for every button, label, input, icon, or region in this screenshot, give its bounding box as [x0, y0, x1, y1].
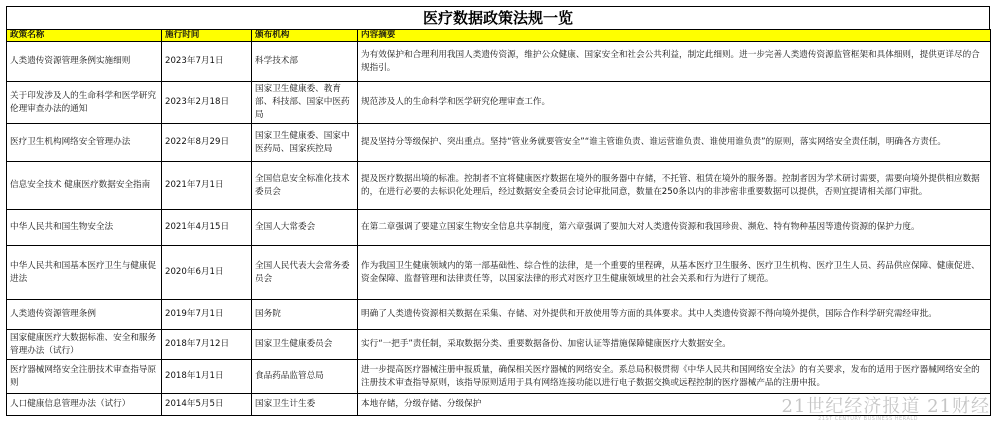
- table-row: [7, 330, 991, 360]
- cell-date: 2021年4月15日: [162, 210, 252, 246]
- cell-org: 全国信息安全标准化技术委员会: [252, 162, 358, 210]
- table-row: [7, 42, 991, 82]
- cell-policy-name: 关于印发涉及人的生命科学和医学研究伦理审查办法的通知: [7, 82, 162, 124]
- cell-policy-name: 人类遗传资源管理条例: [7, 300, 162, 330]
- policy-table-frame: [6, 6, 990, 416]
- cell-policy-name: 人类遗传资源管理条例实施细则: [7, 42, 162, 82]
- cell-summary: 在第二章强调了要建立国家生物安全信息共享制度，第六章强调了要加大对人类遗传资源和我国珍贵、濒危、特有物种基因等遗传资源的保护力度。: [358, 210, 991, 246]
- cell-policy-name: 信息安全技术 健康医疗数据安全指南: [7, 162, 162, 210]
- cell-date: 2018年7月12日: [162, 330, 252, 360]
- cell-date: 2014年5月5日: [162, 394, 252, 416]
- cell-summary: 规范涉及人的生命科学和医学研究伦理审查工作。: [358, 82, 991, 124]
- cell-org: 全国人大常委会: [252, 210, 358, 246]
- table-row: [7, 210, 991, 246]
- cell-summary: 本地存储，分级存储、分级保护: [358, 394, 991, 416]
- table-row: [7, 82, 991, 124]
- cell-summary: 进一步提高医疗器械注册申报质量，确保相关医疗器械的网络安全。系总局积极贯彻《中华人民共和国网络安全法》的有关要求，发布的适用于医疗器械网络安全的注册技术审查指导原则，该指导原则适用于具有网络连接功能以进行电子数据交换或远程控制的医疗器械产品的注册申报。: [358, 360, 991, 394]
- publisher-watermark-subtitle: 21ST CENTURY BUSINESS HERALD: [818, 416, 918, 422]
- table-row: [7, 360, 991, 394]
- cell-date: 2019年7月1日: [162, 300, 252, 330]
- cell-org: 国家卫生计生委: [252, 394, 358, 416]
- table-title: 医疗数据政策法规一览: [6, 6, 990, 29]
- cell-policy-name: 医疗器械网络安全注册技术审查指导原则: [7, 360, 162, 394]
- cell-date: 2018年1月1日: [162, 360, 252, 394]
- header-effective-date: 施行时间: [162, 30, 252, 42]
- cell-summary: 提及医疗数据出境的标准。控制者不宜将健康医疗数据在境外的服务器中存储，不托管、租赁在境外的服务器。控制者因为学术研讨需要，需要向境外提供相应数据的，在进行必要的去标识化处理后，经过数据安全委员会讨论审批同意，数量在250条以内的非涉密非重要数据可以提供，否则宜提请相关部门审批。: [358, 162, 991, 210]
- publisher-watermark: 21世纪经济报道 21财经: [781, 396, 990, 417]
- cell-org: 全国人民代表大会常务委员会: [252, 246, 358, 300]
- table-row: [7, 300, 991, 330]
- table-row: [7, 124, 991, 162]
- cell-org: 国家卫生健康委、教育部、科技部、国家中医药局: [252, 82, 358, 124]
- header-summary: 内容摘要: [358, 30, 991, 42]
- cell-summary: 提及坚持分等级保护、突出重点。坚持“管业务就要管安全”“谁主管谁负责、谁运营谁负责、谁使用谁负责”的原则，落实网络安全责任制，明确各方责任。: [358, 124, 991, 162]
- cell-date: 2023年7月1日: [162, 42, 252, 82]
- cell-org: 国务院: [252, 300, 358, 330]
- cell-summary: 实行“一把手”责任制，采取数据分类、重要数据备份、加密认证等措施保障健康医疗大数据安全。: [358, 330, 991, 360]
- cell-org: 国家卫生健康委、国家中医药局、国家疾控局: [252, 124, 358, 162]
- cell-policy-name: 中华人民共和国生物安全法: [7, 210, 162, 246]
- cell-policy-name: 国家健康医疗大数据标准、安全和服务管理办法（试行）: [7, 330, 162, 360]
- header-policy-name: 政策名称: [7, 30, 162, 42]
- cell-summary: 为有效保护和合理利用我国人类遗传资源，维护公众健康、国家安全和社会公共利益，制定此细则。进一步完善人类遗传资源监管框架和具体细则，提供更详尽的合规指引。: [358, 42, 991, 82]
- header-row: [7, 30, 991, 42]
- cell-date: 2022年8月29日: [162, 124, 252, 162]
- cell-summary: 作为我国卫生健康领域内的第一部基础性、综合性的法律，是一个重要的里程碑，从基本医疗卫生服务、医疗卫生机构、医疗卫生人员、药品供应保障、健康促进、资金保障、监督管理和法律责任等，以国家法律的形式对医疗卫生健康领域里的社会关系和行为进行了规范。: [358, 246, 991, 300]
- table-row: [7, 394, 991, 416]
- cell-org: 国家卫生健康委员会: [252, 330, 358, 360]
- table-row: [7, 246, 991, 300]
- cell-org: 食品药品监管总局: [252, 360, 358, 394]
- cell-date: 2020年6月1日: [162, 246, 252, 300]
- cell-summary: 明确了人类遗传资源相关数据在采集、存储、对外提供和开放使用等方面的具体要求。其中人类遗传资源不得向境外提供，国际合作科学研究需经审批。: [358, 300, 991, 330]
- cell-policy-name: 医疗卫生机构网络安全管理办法: [7, 124, 162, 162]
- header-issuing-org: 颁布机构: [252, 30, 358, 42]
- table-row: [7, 162, 991, 210]
- cell-policy-name: 中华人民共和国基本医疗卫生与健康促进法: [7, 246, 162, 300]
- policy-table: [6, 29, 991, 416]
- cell-policy-name: 人口健康信息管理办法（试行）: [7, 394, 162, 416]
- cell-date: 2021年7月1日: [162, 162, 252, 210]
- cell-date: 2023年2月18日: [162, 82, 252, 124]
- cell-org: 科学技术部: [252, 42, 358, 82]
